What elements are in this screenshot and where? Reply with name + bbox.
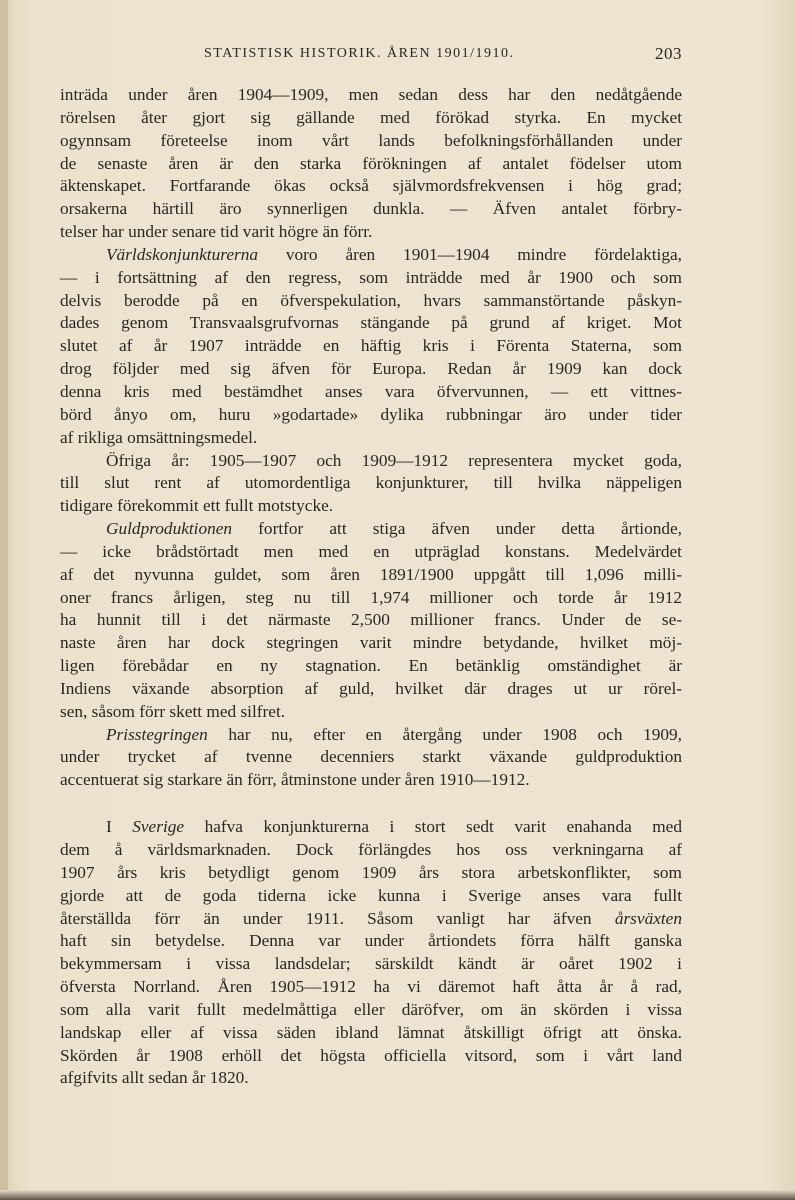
text-line: Världskonjunkturerna voro åren 1901—1904 mindre fördelaktiga, bbox=[106, 244, 682, 264]
paragraph-population bbox=[60, 84, 682, 244]
text-line: Prisstegringen har nu, efter en återgång under 1908 och 1909, bbox=[106, 724, 682, 744]
text-line: äktenskapet. Fortfarande ökas också självmordsfrekvensen i hög grad; bbox=[60, 176, 682, 196]
paragraph-other-years bbox=[60, 450, 682, 519]
text-line: landskap eller af vissa säden ibland lämnat åtskilligt öfrigt att önska. bbox=[60, 1022, 682, 1042]
paragraph-world-conjuncture bbox=[60, 244, 682, 450]
paragraph-price-increase bbox=[60, 724, 682, 793]
text-line: orsakerna härtill äro synnerligen dunkla. — Äfven antalet förbry- bbox=[60, 199, 682, 219]
body-text bbox=[60, 84, 682, 1090]
text-line: drog följder med sig äfven för Europa. Redan år 1909 kan dock bbox=[60, 359, 682, 379]
text-line: 1907 års kris betydligt genom 1909 års stora arbetskonflikter, som bbox=[60, 862, 682, 882]
text-line: af rikliga omsättningsmedel. bbox=[60, 427, 258, 447]
text-line: ligen förebådar en ny stagnation. En betänklig omständighet är bbox=[60, 656, 682, 676]
text-line: denna kris med bestämdhet anses vara öfvervunnen, — ett vittnes- bbox=[60, 381, 682, 401]
text-line: gjorde att de goda tiderna icke kunna i Sverige anses vara fullt bbox=[60, 885, 682, 905]
paragraph-sweden bbox=[60, 816, 682, 1090]
paragraph-gold-production bbox=[60, 518, 682, 724]
text-line: ogynnsam företeelse inom vårt lands befolkningsförhållanden under bbox=[60, 130, 682, 150]
text-line: börd ånyo om, huru »godartade» dylika rubbningar äro under tider bbox=[60, 404, 682, 424]
text-line: telser har under senare tid varit högre än förr. bbox=[60, 222, 373, 242]
text-line: dades genom Transvaalsgrufvornas stängande på grund af kriget. Mot bbox=[60, 313, 682, 333]
text-line: oner francs årligen, steg nu till 1,974 millioner och torde år 1912 bbox=[60, 587, 682, 607]
text-line: delvis berodde på en öfverspekulation, hvars sammanstörtande påskyn- bbox=[60, 290, 682, 310]
running-head: STATISTISK HISTORIK. ÅREN 1901/1910. bbox=[204, 46, 515, 61]
page-header bbox=[62, 46, 682, 68]
page-binding-edge bbox=[0, 0, 8, 1200]
text-line: Skörden år 1908 erhöll det högsta officiella vitsord, som i vårt land bbox=[60, 1045, 682, 1065]
text-line: under trycket af tvenne decenniers starkt växande guldproduktion bbox=[60, 747, 682, 767]
text-line: sen, såsom förr skett med silfret. bbox=[60, 701, 286, 721]
text-line: afgifvits allt sedan år 1820. bbox=[60, 1068, 249, 1088]
section-gap bbox=[60, 792, 682, 816]
text-line: som alla varit fullt medelmåttiga eller däröfver, om än skörden i vissa bbox=[60, 999, 682, 1019]
text-line: Guldproduktionen fortfor att stiga äfven under detta årtionde, bbox=[106, 519, 682, 539]
text-line: I Sverige hafva konjunkturerna i stort sedt varit enahanda med bbox=[106, 817, 682, 837]
text-line: Öfriga år: 1905—1907 och 1909—1912 representera mycket goda, bbox=[106, 450, 682, 470]
text-line: af det nyvunna guldet, som åren 1891/1900 uppgått till 1,096 milli- bbox=[60, 564, 682, 584]
text-line: ha hunnit till i det närmaste 2,500 millioner francs. Under de se- bbox=[60, 610, 682, 630]
page-number: 203 bbox=[655, 44, 682, 63]
italic-term: Världskonjunkturerna bbox=[106, 244, 258, 264]
text-line: rörelsen åter gjort sig gällande med förökad styrka. En mycket bbox=[60, 107, 682, 127]
italic-term: årsväxten bbox=[614, 908, 682, 928]
text-line: öfversta Norrland. Åren 1905—1912 ha vi däremot haft åtta år å rad, bbox=[60, 977, 682, 997]
text-line: dem å världsmarknaden. Dock förlängdes hos oss verkningarna af bbox=[60, 840, 682, 859]
text-line: naste åren har dock stegringen varit mindre betydande, hvilket möj- bbox=[60, 633, 682, 653]
text-line: bekymmersam i vissa landsdelar; särskildt kändt är oåret 1902 i bbox=[60, 954, 682, 974]
text-line: slutet af år 1907 inträdde en häftig kris i Förenta Staterna, som bbox=[60, 336, 682, 356]
page-bottom-edge bbox=[0, 1190, 795, 1200]
text-line: återställda förr än under 1911. Såsom vanligt har äfven årsväxten bbox=[60, 908, 682, 928]
text-line: — icke brådstörtadt men med en utpräglad konstans. Medelvärdet bbox=[60, 541, 682, 561]
text-line: Indiens växande absorption af guld, hvilket där drages ut ur rörel- bbox=[60, 678, 682, 698]
italic-term: Sverige bbox=[132, 817, 185, 837]
italic-term: Prisstegringen bbox=[106, 724, 208, 744]
text-line: inträda under åren 1904—1909, men sedan dess har den nedåtgående bbox=[60, 85, 682, 104]
text-line: till slut rent af utomordentliga konjunkturer, till hvilka näppeligen bbox=[60, 473, 682, 493]
text-line: tidigare förekommit ett fullt motstycke. bbox=[60, 496, 334, 516]
italic-term: Guldproduktionen bbox=[106, 519, 233, 539]
text-line: — i fortsättning af den regress, som inträdde med år 1900 och som bbox=[60, 267, 682, 287]
text-line: de senaste åren är den starka förökningen af antalet födelser utom bbox=[60, 153, 682, 173]
text-line: accentuerat sig starkare än förr, åtminstone under åren 1910—1912. bbox=[60, 770, 530, 790]
text-line: haft sin betydelse. Denna var under årtiondets förra hälft ganska bbox=[60, 931, 682, 951]
